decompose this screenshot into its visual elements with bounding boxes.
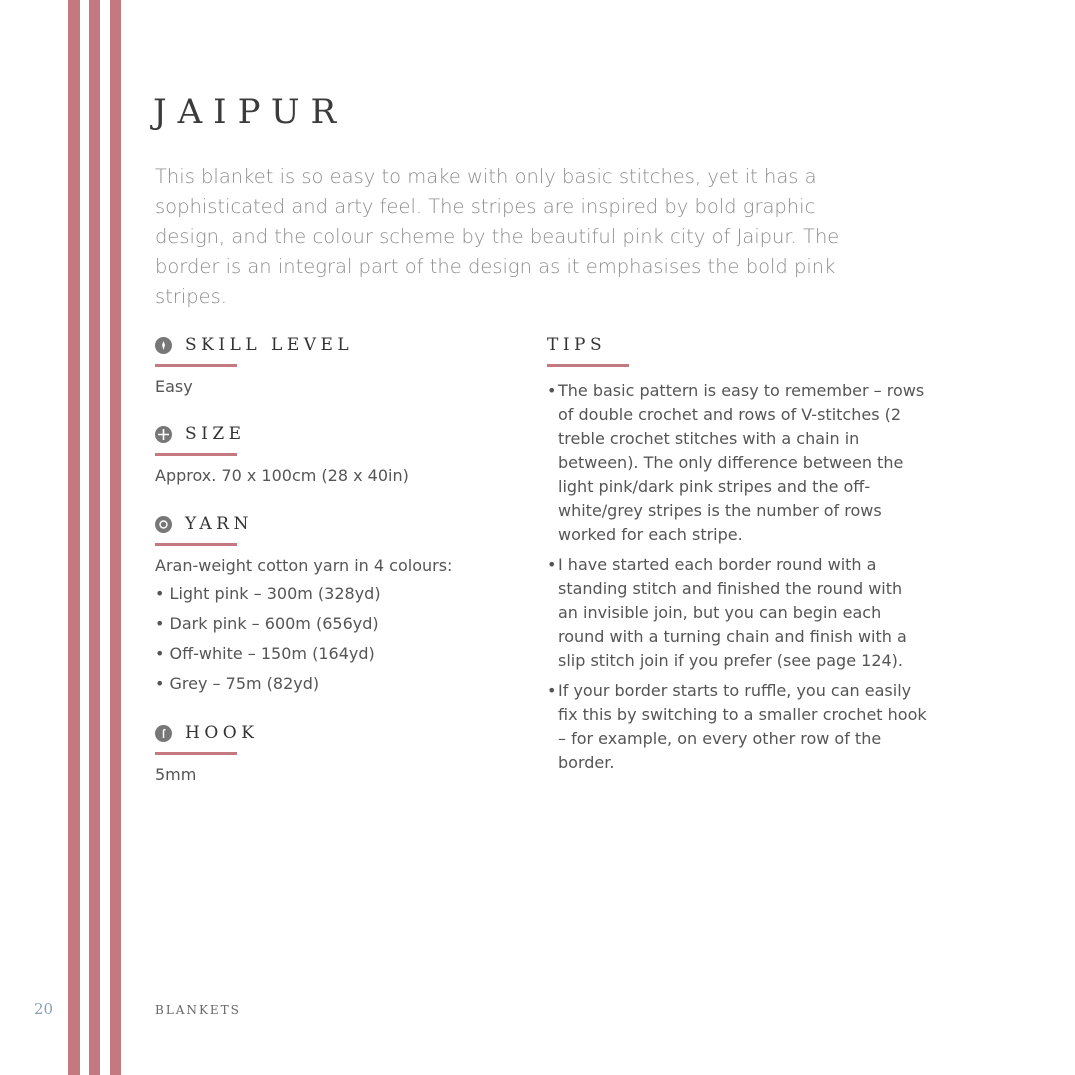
tips-title: TIPS: [547, 335, 607, 355]
heading-rule: [155, 364, 237, 367]
skill-level-section: [155, 334, 353, 396]
list-item: • If your border starts to ruffle, you can easily fix this by switching to a smaller crochet hook – for example, on every other row of the border.: [547, 679, 927, 775]
size-icon: [155, 426, 172, 443]
page-number: 20: [34, 1000, 54, 1018]
decorative-stripe: [110, 0, 121, 1075]
yarn-heading: [155, 513, 452, 535]
yarn-icon: [155, 516, 172, 533]
size-section: [155, 423, 409, 485]
yarn-intro: Aran-weight cotton yarn in 4 colours:: [155, 556, 453, 575]
heading-rule: [155, 543, 237, 546]
skill-icon: [155, 337, 172, 354]
size-heading: [155, 423, 409, 445]
tips-heading: [547, 334, 927, 356]
yarn-title: YARN: [185, 514, 253, 534]
skill-level-value: Easy: [155, 377, 193, 396]
page-title: JAIPUR: [153, 92, 348, 132]
list-item: • Light pink – 300m (328yd): [155, 584, 381, 603]
decorative-stripe: [89, 0, 100, 1075]
list-item: • I have started each border round with a standing stitch and finished the round with an invisible join, but you can begin each round with a turning chain and finish with a slip stitch join if you prefer (see page 124).: [547, 553, 927, 673]
intro-paragraph: This blanket is so easy to make with only basic stitches, yet it has a sophisticated and arty feel. The stripes are inspired by bold graphic design, and the colour scheme by the beautiful pink city of Jaipur. The border is an integral part of the design as it emphasises the bold pink stripes.: [155, 165, 840, 308]
list-item: • Grey – 75m (82yd): [155, 674, 320, 693]
skill-level-title: SKILL LEVEL: [185, 335, 354, 355]
hook-value: 5mm: [155, 765, 197, 784]
yarn-list: [155, 579, 452, 699]
heading-rule: [155, 453, 237, 456]
section-footer: BLANKETS: [155, 1003, 241, 1017]
list-item: • Dark pink – 600m (656yd): [155, 614, 379, 633]
hook-section: [155, 722, 258, 784]
decorative-stripe: [68, 0, 80, 1075]
yarn-section: [155, 513, 452, 699]
heading-rule: [155, 752, 237, 755]
heading-rule: [547, 364, 629, 367]
hook-title: HOOK: [185, 723, 259, 743]
size-value: Approx. 70 x 100cm (28 x 40in): [155, 466, 409, 485]
list-item: • Off-white – 150m (164yd): [155, 644, 375, 663]
size-title: SIZE: [185, 424, 246, 444]
hook-heading: [155, 722, 258, 744]
tips-section: [547, 334, 927, 781]
tips-list: [547, 379, 927, 775]
list-item: • The basic pattern is easy to remember – rows of double crochet and rows of V-stitches (2 treble crochet stitches with a chain in between). The only difference between the light pink/dark pink stripes and the off-white/grey stripes is the number of rows worked for each stripe.: [547, 379, 927, 547]
hook-icon: [155, 725, 172, 742]
skill-level-heading: [155, 334, 353, 356]
